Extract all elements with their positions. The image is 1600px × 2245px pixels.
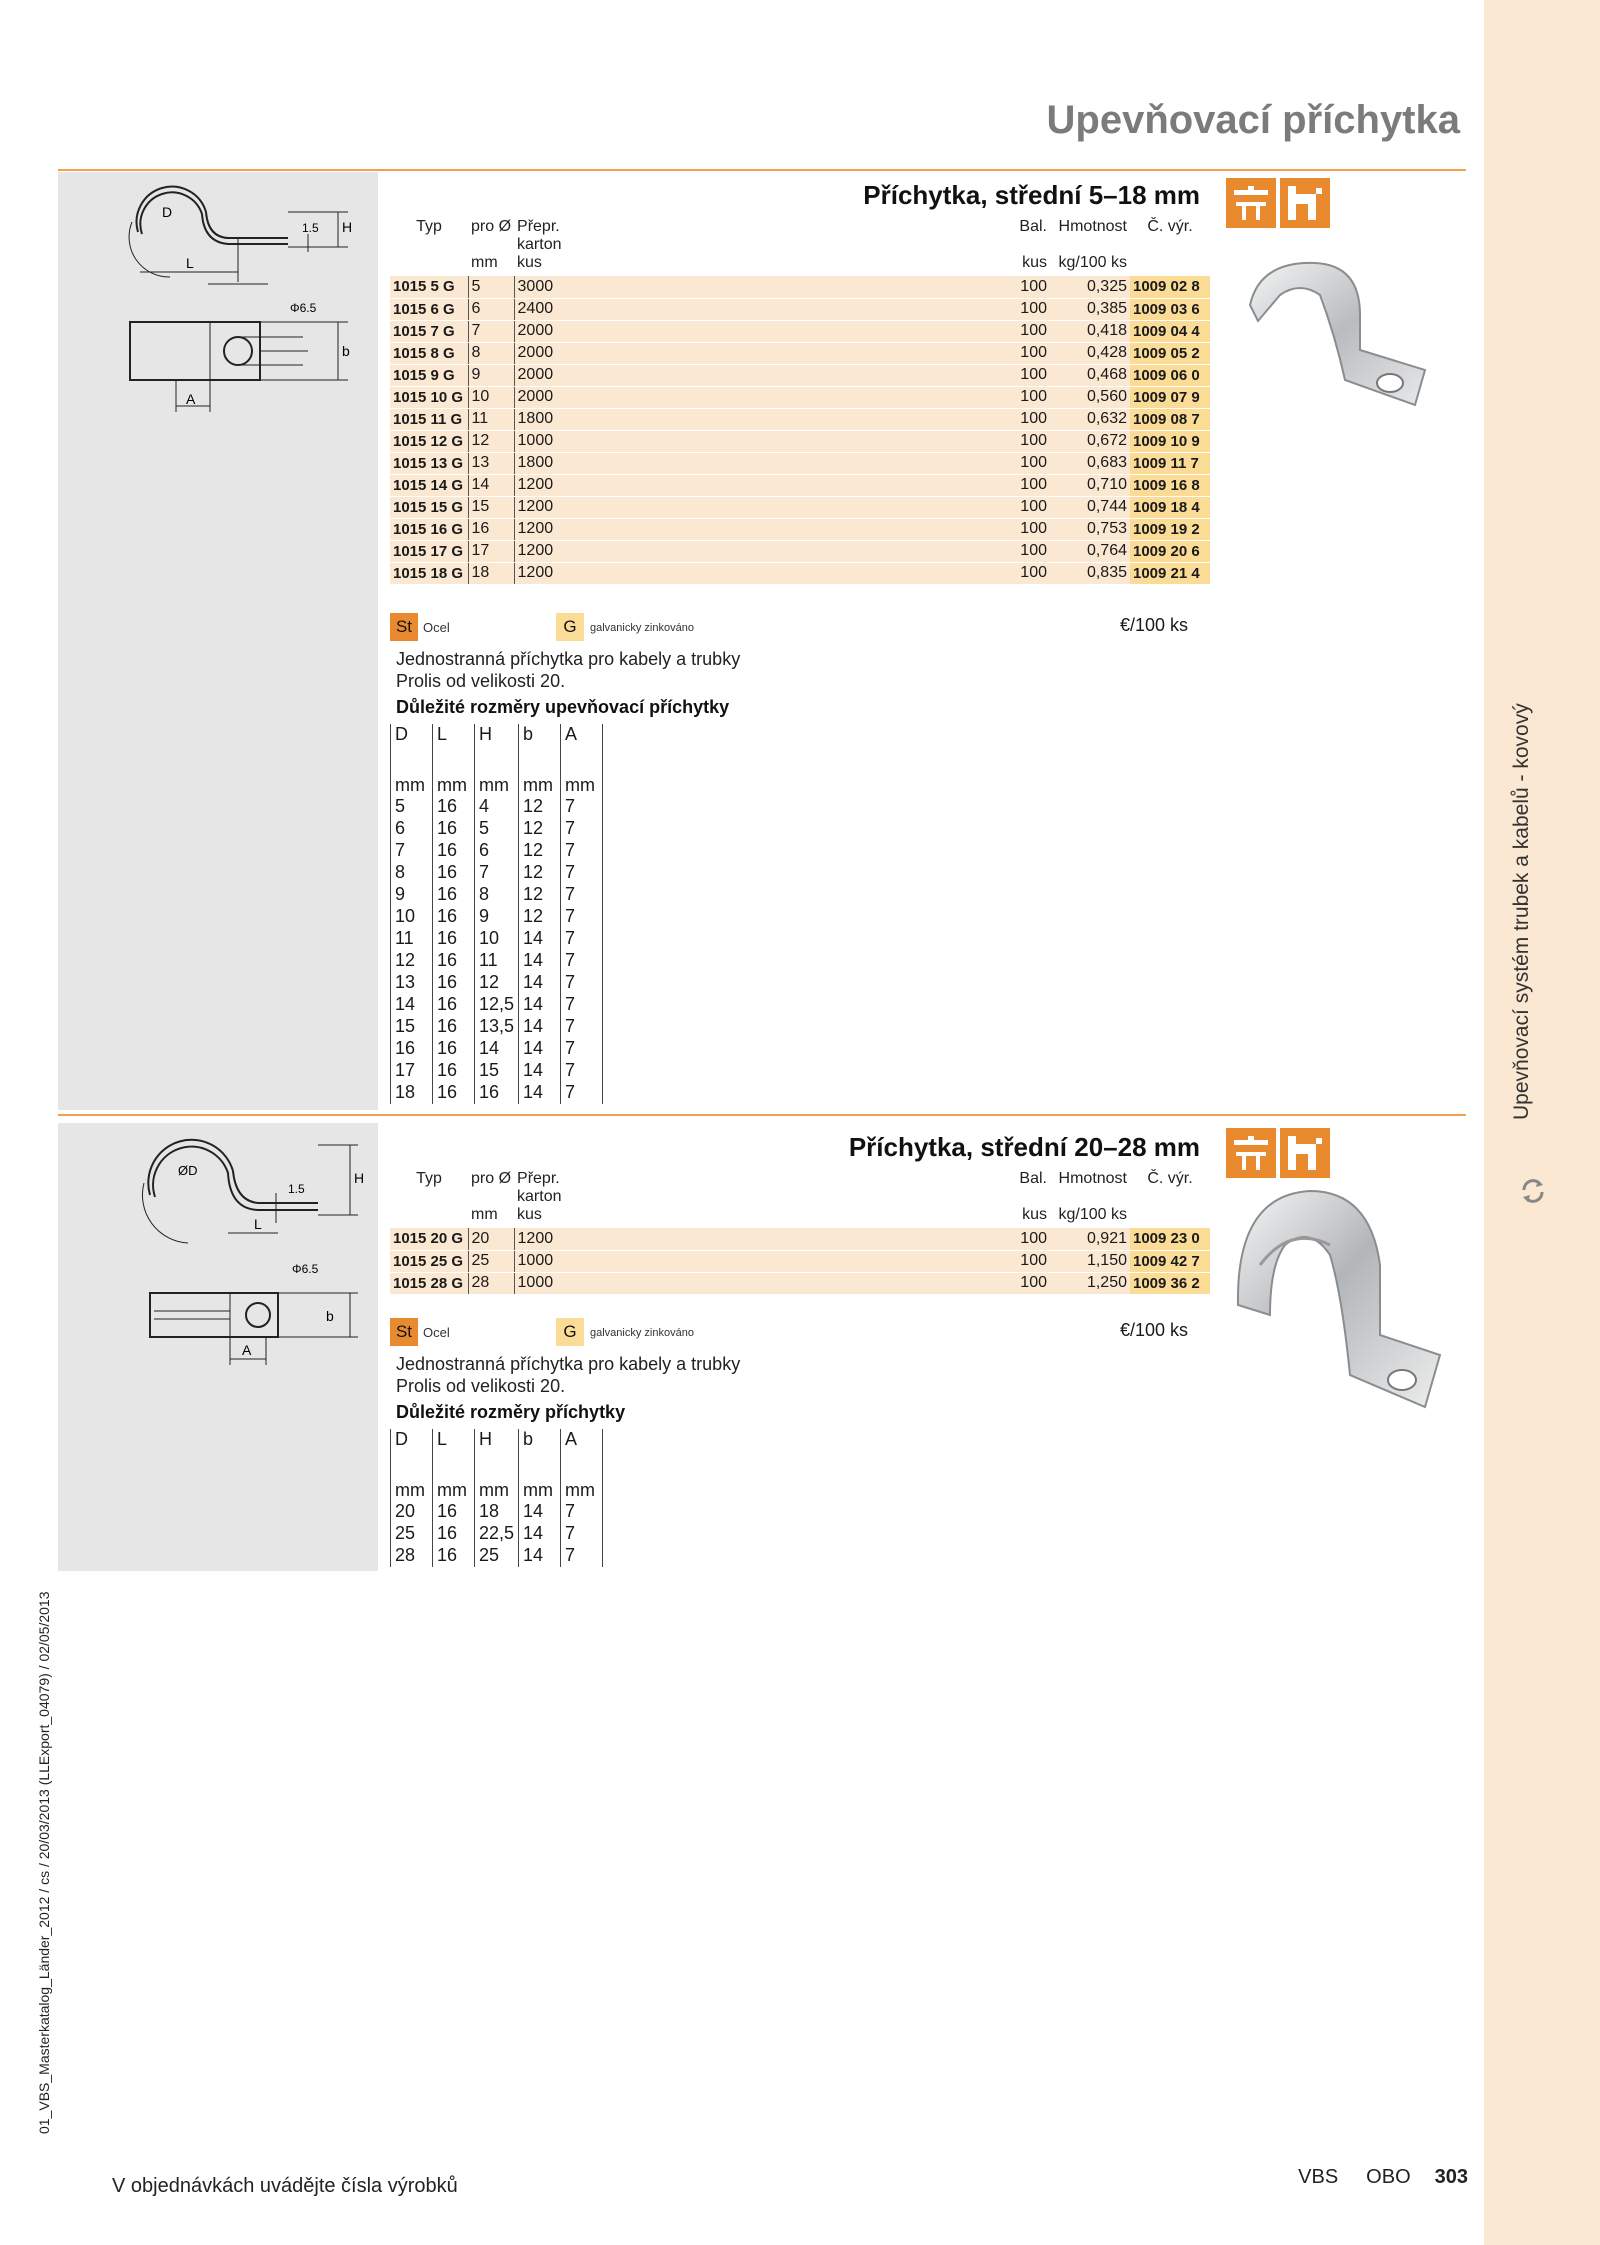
footer-note: V objednávkách uvádějte čísla výrobků [112, 2175, 458, 2197]
table-cell: 25 [468, 1250, 514, 1272]
svg-text:A: A [242, 1342, 252, 1358]
dimension-cell: 7 [391, 840, 433, 862]
price-unit: €/100 ks [1120, 1320, 1189, 1340]
dimension-cell: 16 [433, 994, 475, 1016]
table-cell: 0,921 [1050, 1228, 1130, 1250]
table-cell: 2000 [514, 364, 564, 386]
svg-text:H: H [354, 1170, 365, 1186]
table-cell: 1015 14 G [390, 474, 468, 496]
dimension-cell: 28 [391, 1545, 433, 1567]
technical-drawing [58, 172, 378, 432]
dimension-cell: 16 [433, 1016, 475, 1038]
dimension-cell: 14 [475, 1038, 519, 1060]
section-divider [58, 1114, 1466, 1116]
dimension-cell: 22,5 [475, 1523, 519, 1545]
table-cell: 17 [468, 540, 514, 562]
table-cell: 100 [1010, 496, 1050, 518]
dimension-header: H mm [475, 1429, 519, 1501]
dimension-cell: 16 [433, 950, 475, 972]
dimension-cell: 7 [561, 840, 603, 862]
table-row [390, 474, 1210, 496]
dimension-cell: 14 [519, 1545, 561, 1567]
drawing-panel [58, 172, 378, 1110]
dimension-cell: 5 [391, 796, 433, 818]
dimensions-header-row [391, 724, 603, 796]
table-cell: 0,428 [1050, 342, 1130, 364]
table-cell: 100 [1010, 540, 1050, 562]
table-cell: 1000 [514, 1272, 564, 1294]
dimension-header: L mm [433, 1429, 475, 1501]
table-cell: 1200 [514, 518, 564, 540]
table-row [390, 496, 1210, 518]
table-cell: 100 [1010, 452, 1050, 474]
table-cell: 1009 16 8 [1130, 474, 1210, 496]
dimensions-header-row [391, 1429, 603, 1501]
table-cell: 1009 02 8 [1130, 276, 1210, 298]
mounting-tool-icon [1226, 178, 1276, 228]
dimension-cell: 7 [561, 906, 603, 928]
dimension-cell: 7 [561, 1501, 603, 1523]
material-label: Ocel [423, 620, 450, 635]
svg-text:L: L [186, 255, 194, 271]
dimension-cell: 12 [519, 796, 561, 818]
price-unit: €/100 ks [1120, 615, 1189, 635]
material-badge: St [390, 1318, 418, 1346]
table-row [390, 276, 1210, 298]
dimension-cell: 15 [475, 1060, 519, 1082]
dimension-cell: 16 [433, 1060, 475, 1082]
dimension-cell: 16 [433, 1545, 475, 1567]
dimension-cell: 12 [519, 840, 561, 862]
table-cell: 2000 [514, 320, 564, 342]
table-cell: 1009 04 4 [1130, 320, 1210, 342]
table-cell: 1009 10 9 [1130, 430, 1210, 452]
svg-text:b: b [342, 343, 350, 359]
table-cell: 16 [468, 518, 514, 540]
dimension-cell: 14 [519, 1523, 561, 1545]
table-cell: 11 [468, 408, 514, 430]
table-cell: 13 [468, 452, 514, 474]
dimension-cell: 5 [475, 818, 519, 840]
dimensions-row [391, 1082, 603, 1104]
dimension-cell: 7 [561, 1545, 603, 1567]
table-cell: 0,753 [1050, 518, 1130, 540]
table-cell: 1200 [514, 496, 564, 518]
dimensions-row [391, 906, 603, 928]
table-cell: 0,672 [1050, 430, 1130, 452]
svg-text:1.5: 1.5 [288, 1182, 305, 1196]
print-meta: 01_VBS_Masterkatalog_Länder_2012 / cs / 20/03/2013 (LLExport_04079) / 02/05/2013 [36, 1591, 52, 2134]
dimensions-row [391, 994, 603, 1016]
dimension-cell: 17 [391, 1060, 433, 1082]
dimension-cell: 6 [475, 840, 519, 862]
dimension-cell: 12 [519, 818, 561, 840]
table-cell: 100 [1010, 474, 1050, 496]
dimension-cell: 14 [391, 994, 433, 1016]
table-cell: 1015 7 G [390, 320, 468, 342]
dimension-cell: 10 [391, 906, 433, 928]
dimension-cell: 18 [475, 1501, 519, 1523]
svg-text:Φ6.5: Φ6.5 [290, 301, 317, 315]
dimension-header: b mm [519, 1429, 561, 1501]
table-cell: 20 [468, 1228, 514, 1250]
dimensions-row [391, 950, 603, 972]
dimension-header: b mm [519, 724, 561, 796]
table-cell: 3000 [514, 276, 564, 298]
table-cell: 1015 5 G [390, 276, 468, 298]
dimensions-row [391, 1038, 603, 1060]
svg-text:ØD: ØD [178, 1163, 198, 1178]
svg-text:L: L [254, 1216, 262, 1232]
table-cell: 0,744 [1050, 496, 1130, 518]
table-cell: 1015 25 G [390, 1250, 468, 1272]
table-cell: 1,150 [1050, 1250, 1130, 1272]
table-cell: 1800 [514, 408, 564, 430]
table-cell: 1009 19 2 [1130, 518, 1210, 540]
table-row [390, 1228, 1210, 1250]
dimension-header: H mm [475, 724, 519, 796]
dimensions-row [391, 1501, 603, 1523]
table-row [390, 408, 1210, 430]
section-title: Příchytka, střední 5–18 mm [863, 180, 1200, 210]
nail-gun-icon [1280, 1128, 1330, 1178]
table-cell: 2400 [514, 298, 564, 320]
dimension-cell: 16 [475, 1082, 519, 1104]
table-cell: 100 [1010, 298, 1050, 320]
dimension-cell: 16 [433, 1038, 475, 1060]
dimension-cell: 12 [391, 950, 433, 972]
table-cell: 100 [1010, 562, 1050, 584]
dimension-cell: 16 [433, 972, 475, 994]
table-cell: 1009 11 7 [1130, 452, 1210, 474]
table-cell: 0,560 [1050, 386, 1130, 408]
finish-badge: G [556, 613, 584, 641]
dimension-cell: 12 [475, 972, 519, 994]
table-cell: 1009 07 9 [1130, 386, 1210, 408]
dimension-cell: 8 [391, 862, 433, 884]
dimensions-row [391, 1545, 603, 1567]
dimension-cell: 7 [561, 994, 603, 1016]
table-cell: 8 [468, 342, 514, 364]
table-cell: 0,418 [1050, 320, 1130, 342]
dimension-cell: 16 [433, 1501, 475, 1523]
table-cell: 1009 06 0 [1130, 364, 1210, 386]
dimension-cell: 12 [519, 862, 561, 884]
dimensions-row [391, 796, 603, 818]
dimension-cell: 14 [519, 928, 561, 950]
dimension-cell: 7 [561, 1038, 603, 1060]
table-cell: 0,710 [1050, 474, 1130, 496]
dimension-cell: 14 [519, 1082, 561, 1104]
side-category-title: Upevňovací systém trubek a kabelů - kovový [1510, 703, 1533, 1120]
table-cell: 1015 8 G [390, 342, 468, 364]
dimension-cell: 16 [433, 796, 475, 818]
dimension-cell: 7 [561, 884, 603, 906]
table-cell: 1009 05 2 [1130, 342, 1210, 364]
table-cell: 1,250 [1050, 1272, 1130, 1294]
table-cell: 12 [468, 430, 514, 452]
dimension-header: D mm [391, 1429, 433, 1501]
dimension-cell: 9 [391, 884, 433, 906]
table-cell: 100 [1010, 1228, 1050, 1250]
dimension-cell: 7 [561, 818, 603, 840]
dimensions-row [391, 884, 603, 906]
dimensions-row [391, 928, 603, 950]
dimension-cell: 8 [475, 884, 519, 906]
section-divider [58, 169, 1466, 171]
table-cell: 1009 36 2 [1130, 1272, 1210, 1294]
dimension-cell: 6 [391, 818, 433, 840]
dimensions-row [391, 972, 603, 994]
dimensions-table [390, 724, 603, 1104]
dimension-cell: 7 [561, 1060, 603, 1082]
dimension-cell: 7 [561, 972, 603, 994]
dimensions-row [391, 1060, 603, 1082]
drawing-panel [58, 1123, 378, 1571]
table-cell: 1200 [514, 474, 564, 496]
dimension-cell: 7 [561, 1016, 603, 1038]
table-cell: 100 [1010, 518, 1050, 540]
table-row [390, 1250, 1210, 1272]
product-photo [1240, 255, 1440, 425]
table-cell: 100 [1010, 276, 1050, 298]
table-cell: 0,764 [1050, 540, 1130, 562]
page-number: 303 [1434, 2166, 1468, 2188]
product-description: Jednostranná příchytka pro kabely a trubky Prolis od velikosti 20. [396, 1354, 741, 1396]
table-cell: 0,385 [1050, 298, 1130, 320]
table-cell: 1015 20 G [390, 1228, 468, 1250]
dimension-cell: 16 [433, 884, 475, 906]
table-cell: 1015 13 G [390, 452, 468, 474]
dimension-cell: 12 [519, 884, 561, 906]
table-cell: 100 [1010, 430, 1050, 452]
dimension-cell: 16 [433, 906, 475, 928]
dimension-cell: 16 [433, 818, 475, 840]
table-row [390, 386, 1210, 408]
table-row [390, 298, 1210, 320]
svg-text:D: D [162, 204, 173, 220]
table-cell: 1200 [514, 540, 564, 562]
dimension-cell: 16 [433, 1523, 475, 1545]
table-cell: 6 [468, 298, 514, 320]
dimension-cell: 12,5 [475, 994, 519, 1016]
dimension-cell: 12 [519, 906, 561, 928]
table-cell: 1015 15 G [390, 496, 468, 518]
dimensions-title: Důležité rozměry upevňovací příchytky [396, 697, 730, 717]
table-row [390, 452, 1210, 474]
table-row [390, 540, 1210, 562]
dimension-cell: 16 [433, 1082, 475, 1104]
table-cell: 1009 18 4 [1130, 496, 1210, 518]
table-row [390, 320, 1210, 342]
dimension-cell: 7 [561, 928, 603, 950]
table-row [390, 1272, 1210, 1294]
dimension-cell: 14 [519, 950, 561, 972]
table-cell: 1000 [514, 430, 564, 452]
dimension-header: D mm [391, 724, 433, 796]
dimension-cell: 16 [433, 840, 475, 862]
dimension-cell: 7 [561, 796, 603, 818]
dimension-cell: 11 [475, 950, 519, 972]
dimension-cell: 11 [391, 928, 433, 950]
svg-text:A: A [186, 391, 196, 407]
technical-drawing [58, 1123, 378, 1373]
dimension-cell: 20 [391, 1501, 433, 1523]
finish-badge: G [556, 1318, 584, 1346]
table-cell: 1015 18 G [390, 562, 468, 584]
svg-text:b: b [326, 1308, 334, 1324]
svg-text:H: H [342, 219, 353, 235]
table-cell: 1015 6 G [390, 298, 468, 320]
table-cell: 1015 12 G [390, 430, 468, 452]
table-cell: 9 [468, 364, 514, 386]
table-cell: 100 [1010, 364, 1050, 386]
table-cell: 1009 03 6 [1130, 298, 1210, 320]
dimension-cell: 13,5 [475, 1016, 519, 1038]
table-cell: 0,468 [1050, 364, 1130, 386]
dimension-header: A mm [561, 724, 603, 796]
footer-brand: VBS OBO 303 [1298, 2166, 1468, 2188]
table-cell: 7 [468, 320, 514, 342]
table-cell: 100 [1010, 1272, 1050, 1294]
nail-gun-icon [1280, 178, 1330, 228]
material-label: Ocel [423, 1325, 450, 1340]
dimension-header: L mm [433, 724, 475, 796]
dimension-cell: 7 [561, 950, 603, 972]
table-cell: 100 [1010, 342, 1050, 364]
dimension-cell: 7 [561, 1523, 603, 1545]
table-cell: 10 [468, 386, 514, 408]
product-photo [1230, 1185, 1450, 1415]
dimension-cell: 9 [475, 906, 519, 928]
dimensions-row [391, 840, 603, 862]
dimension-cell: 16 [391, 1038, 433, 1060]
dimension-cell: 14 [519, 994, 561, 1016]
table-cell: 1015 10 G [390, 386, 468, 408]
table-cell: 1800 [514, 452, 564, 474]
dimension-cell: 13 [391, 972, 433, 994]
dimensions-row [391, 818, 603, 840]
dimension-cell: 16 [433, 928, 475, 950]
dimension-cell: 16 [433, 862, 475, 884]
table-cell: 1009 42 7 [1130, 1250, 1210, 1272]
dimensions-table [390, 1429, 603, 1567]
table-cell: 1015 16 G [390, 518, 468, 540]
table-cell: 1009 23 0 [1130, 1228, 1210, 1250]
table-cell: 1009 20 6 [1130, 540, 1210, 562]
table-cell: 100 [1010, 408, 1050, 430]
dimension-cell: 14 [519, 1501, 561, 1523]
product-table: Typ pro Ø Přepr. karton Bal. Hmotnost Č. výr. mm kus kus kg/100 ks 1015 5 G 5 3000 100 0,325 1009 02 8 1015 6 G 6 2400 100 0,385 1009 03 6 1015 7 G 7 2000 100 0,418 1009 04 4 1015 8 G 8 2000 100 0,428 1009 05 2 1015 9 G 9 2000 100 0,468 1009 06 0 1015 10 G 10 2000 100 0,560 1009 07 9 1015 11 G 11 1800 100 0,632 1009 08 7 1015 12 G 12 1000 100 0,672 1009 10 9 1015 13 G 13 1800 100 0,683 1009 11 7 1015 14 G 14 1200 100 0,710 1009 16 8 1015 15 G 15 1200 100 0,744 1009 18 4 1015 16 G 16 1200 100 0,753 1009 19 2 1015 17 G 17 1200 100 0,764 1009 20 6 1015 18 G 18 1200 100 0,835 1009 21 4 [390, 218, 1210, 585]
dimensions-row [391, 862, 603, 884]
table-cell: 28 [468, 1272, 514, 1294]
table-cell: 1200 [514, 1228, 564, 1250]
table-cell: 18 [468, 562, 514, 584]
table-cell: 1015 9 G [390, 364, 468, 386]
dimension-cell: 25 [475, 1545, 519, 1567]
dimension-cell: 10 [475, 928, 519, 950]
table-cell: 0,683 [1050, 452, 1130, 474]
dimension-cell: 25 [391, 1523, 433, 1545]
dimension-cell: 14 [519, 1016, 561, 1038]
table-cell: 100 [1010, 1250, 1050, 1272]
svg-text:Φ6.5: Φ6.5 [292, 1262, 319, 1276]
table-cell: 14 [468, 474, 514, 496]
table-cell: 2000 [514, 342, 564, 364]
dimension-cell: 4 [475, 796, 519, 818]
dimension-cell: 7 [561, 862, 603, 884]
table-row [390, 562, 1210, 584]
dimension-cell: 7 [561, 1082, 603, 1104]
dimension-cell: 14 [519, 1060, 561, 1082]
dimension-header: A mm [561, 1429, 603, 1501]
table-cell: 1015 17 G [390, 540, 468, 562]
table-cell: 0,632 [1050, 408, 1130, 430]
table-cell: 15 [468, 496, 514, 518]
recycle-arrows-icon [1518, 1176, 1548, 1211]
svg-text:1.5: 1.5 [302, 221, 319, 235]
table-row [390, 430, 1210, 452]
mounting-tool-icon [1226, 1128, 1276, 1178]
table-row [390, 364, 1210, 386]
dimension-cell: 18 [391, 1082, 433, 1104]
finish-label: galvanicky zinkováno [590, 622, 694, 634]
product-description: Jednostranná příchytka pro kabely a trubky Prolis od velikosti 20. [396, 649, 741, 691]
dimensions-title: Důležité rozměry příchytky [396, 1402, 626, 1422]
dimension-cell: 15 [391, 1016, 433, 1038]
table-cell: 2000 [514, 386, 564, 408]
dimension-cell: 7 [475, 862, 519, 884]
dimension-cell: 14 [519, 1038, 561, 1060]
table-cell: 1015 28 G [390, 1272, 468, 1294]
table-cell: 1015 11 G [390, 408, 468, 430]
page-title: Upevňovací příchytka [1046, 98, 1460, 142]
table-cell: 100 [1010, 320, 1050, 342]
table-cell: 1000 [514, 1250, 564, 1272]
dimension-cell: 14 [519, 972, 561, 994]
table-cell: 1200 [514, 562, 564, 584]
table-cell: 5 [468, 276, 514, 298]
table-row [390, 342, 1210, 364]
finish-label: galvanicky zinkováno [590, 1327, 694, 1339]
table-cell: 100 [1010, 386, 1050, 408]
dimensions-row [391, 1523, 603, 1545]
material-badge: St [390, 613, 418, 641]
table-cell: 1009 08 7 [1130, 408, 1210, 430]
table-cell: 0,835 [1050, 562, 1130, 584]
section-title: Příchytka, střední 20–28 mm [848, 1132, 1200, 1162]
table-cell: 1009 21 4 [1130, 562, 1210, 584]
table-row [390, 518, 1210, 540]
table-cell: 0,325 [1050, 276, 1130, 298]
product-table: Typ pro Ø Přepr. karton Bal. Hmotnost Č. výr. mm kus kus kg/100 ks 1015 20 G 20 1200 100 0,921 1009 23 0 1015 25 G 25 1000 100 1,150 1009 42 7 1015 28 G 28 1000 100 1,250 1009 36 2 [390, 1170, 1210, 1295]
dimensions-row [391, 1016, 603, 1038]
